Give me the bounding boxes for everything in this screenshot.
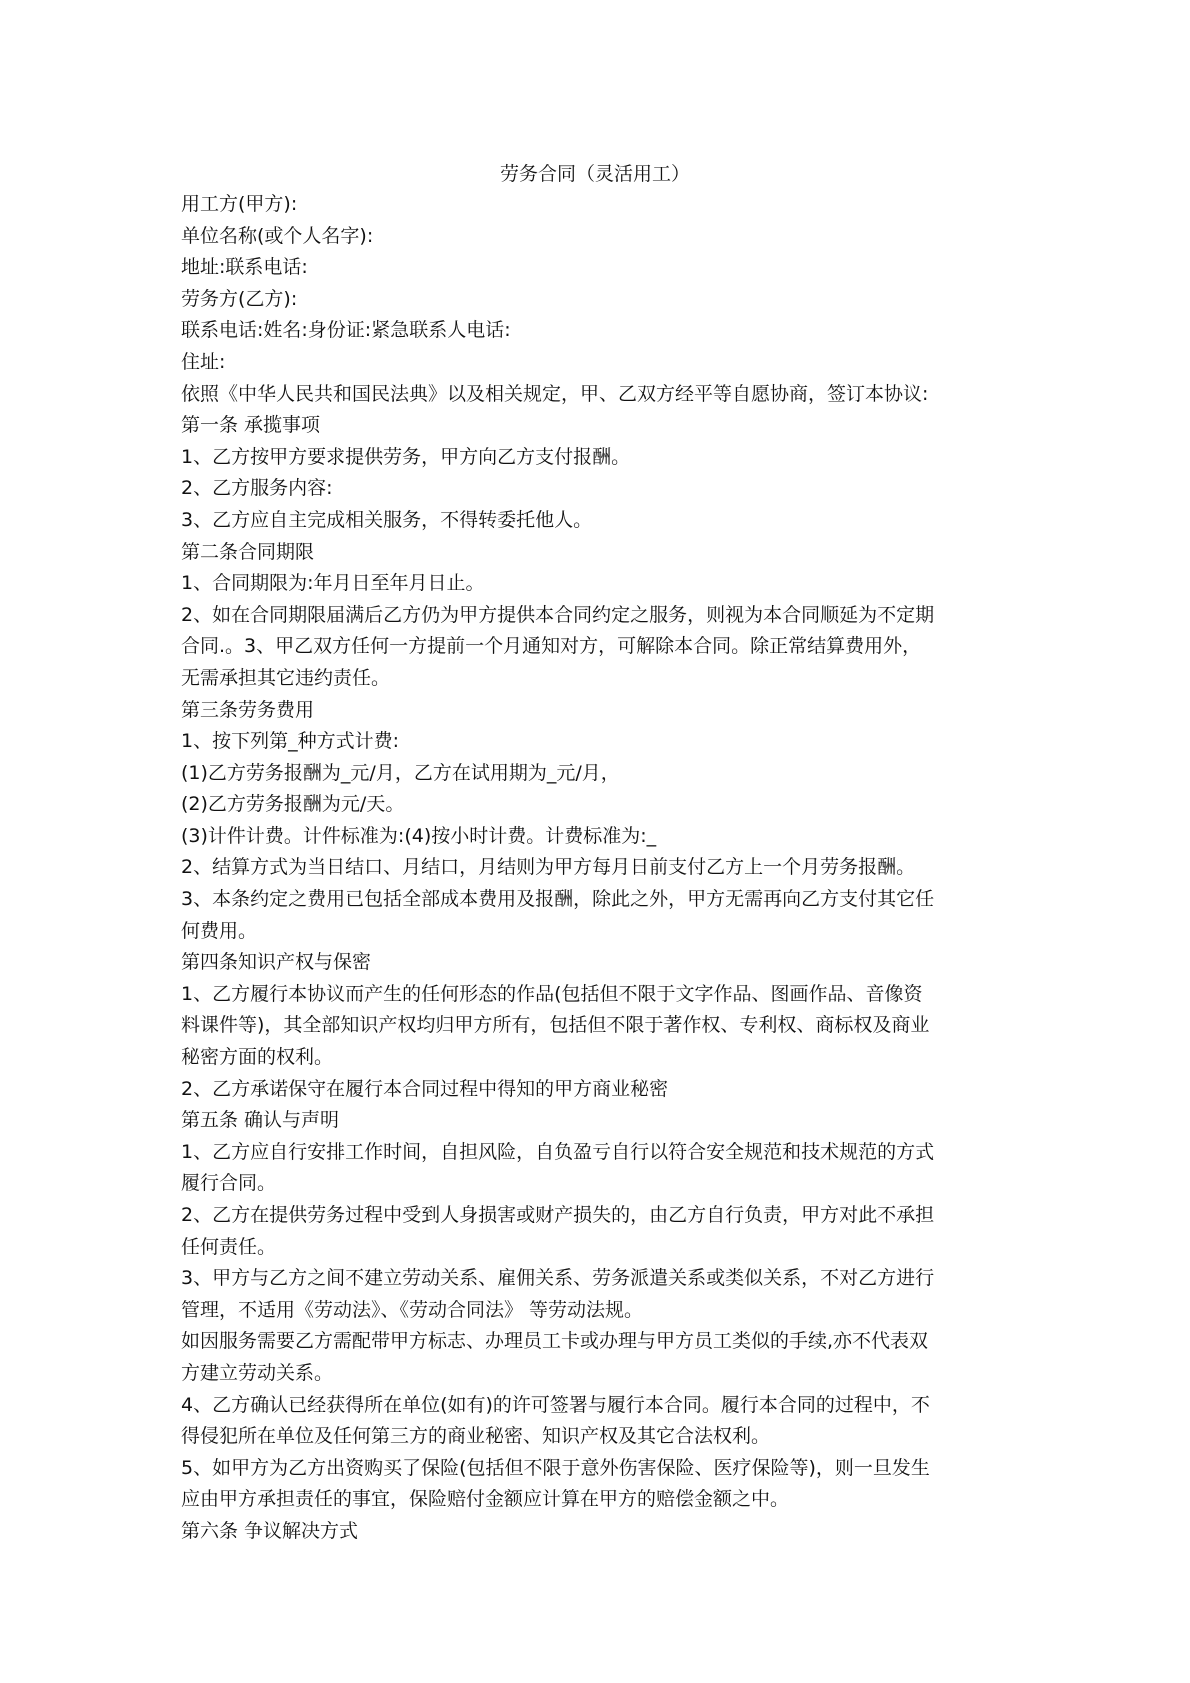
document-line: 单位名称(或个人名字): xyxy=(181,224,374,247)
document-line: 3、乙方应自主完成相关服务，不得转委托他人。 xyxy=(181,508,593,531)
document-line: 2、乙方在提供劳务过程中受到人身损害或财产损失的，由乙方自行负责，甲方对此不承担 xyxy=(181,1204,935,1226)
document-line: 2、乙方承诺保守在履行本合同过程中得知的甲方商业秘密 xyxy=(181,1077,669,1100)
document-line: 用工方(甲方): xyxy=(181,193,298,215)
document-line: 住址: xyxy=(181,350,226,373)
document-line: 3、本条约定之费用已包括全部成本费用及报酬，除此之外，甲方无需再向乙方支付其它任 xyxy=(181,888,935,911)
document-line: 得侵犯所在单位及任何第三方的商业秘密、知识产权及其它合法权利。 xyxy=(181,1425,771,1448)
document-line: 2、乙方服务内容: xyxy=(181,477,333,500)
document-line: 依照《中华人民共和国民法典》以及相关规定，甲、乙双方经平等自愿协商，签订本协议: xyxy=(181,382,929,405)
document-line: 方建立劳动关系。 xyxy=(181,1361,334,1384)
document-line: 2、结算方式为当日结口、月结口，月结则为甲方每月日前支付乙方上一个月劳务报酬。 xyxy=(181,856,916,879)
document-line: 管理，不适用《劳动法》、《劳动合同法》 等劳动法规。 xyxy=(181,1298,644,1321)
document-line: 如因服务需要乙方需配带甲方标志、办理员工卡或办理与甲方员工类似的手续,亦不代表双 xyxy=(181,1330,929,1353)
document-line: 第五条 确认与声明 xyxy=(181,1109,340,1132)
document-line: 1、乙方按甲方要求提供劳务，甲方向乙方支付报酬。 xyxy=(181,445,631,468)
document-line: 5、如甲方为乙方出资购买了保险(包括但不限于意外伤害保险、医疗保险等)，则一旦发生 xyxy=(181,1456,930,1479)
document-line: 1、乙方履行本协议而产生的任何形态的作品(包括但不限于文字作品、图画作品、音像资 xyxy=(181,982,923,1005)
document-line: 应由甲方承担责任的事宜，保险赔付金额应计算在甲方的赔偿金额之中。 xyxy=(181,1488,790,1511)
document-line: 第一条 承揽事项 xyxy=(181,414,321,437)
document-line: 第二条合同期限 xyxy=(181,540,315,563)
document-line: 1、乙方应自行安排工作时间，自担风险，自负盈亏自行以符合安全规范和技术规范的方式 xyxy=(181,1140,935,1163)
document-line: 第六条 争议解决方式 xyxy=(181,1519,359,1542)
document-body xyxy=(181,189,1021,1548)
document-line: 1、按下列第_种方式计费: xyxy=(181,730,399,753)
document-line: 履行合同。 xyxy=(181,1172,277,1195)
document-line: 秘密方面的权利。 xyxy=(181,1046,334,1069)
document-line: 何费用。 xyxy=(181,919,258,942)
document-line: 第三条劳务费用 xyxy=(181,698,315,721)
document-line: (2)乙方劳务报酬为元/天。 xyxy=(181,793,405,816)
document-line: 第四条知识产权与保密 xyxy=(181,951,372,974)
document-line: 4、乙方确认已经获得所在单位(如有)的许可签署与履行本合同。履行本合同的过程中，不 xyxy=(181,1393,930,1416)
document-line: 合同.。3、甲乙双方任何一方提前一个月通知对方，可解除本合同。除正常结算费用外， xyxy=(181,635,922,658)
document-title: 劳务合同（灵活用工） xyxy=(499,163,690,185)
document-line: (1)乙方劳务报酬为_元/月，乙方在试用期为_元/月， xyxy=(181,761,620,784)
document-line: 1、合同期限为:年月日至年月日止。 xyxy=(181,572,485,595)
document-line: 地址:联系电话: xyxy=(181,256,308,279)
document-line: 2、如在合同期限届满后乙方仍为甲方提供本合同约定之服务，则视为本合同顺延为不定期 xyxy=(181,603,935,626)
document-line: 3、甲方与乙方之间不建立劳动关系、雇佣关系、劳务派遣关系或类似关系，不对乙方进行 xyxy=(181,1267,935,1290)
document-line: (3)计件计费。计件标准为:(4)按小时计费。计费标准为:_ xyxy=(181,824,657,847)
document-line: 联系电话:姓名:身份证:紧急联系人电话: xyxy=(181,319,511,342)
document-line: 料课件等)，其全部知识产权均归甲方所有，包括但不限于著作权、专利权、商标权及商业 xyxy=(181,1014,930,1037)
document-line: 无需承担其它违约责任。 xyxy=(181,666,391,689)
document-line: 劳务方(乙方): xyxy=(181,287,298,310)
document-line: 任何责任。 xyxy=(181,1235,277,1258)
